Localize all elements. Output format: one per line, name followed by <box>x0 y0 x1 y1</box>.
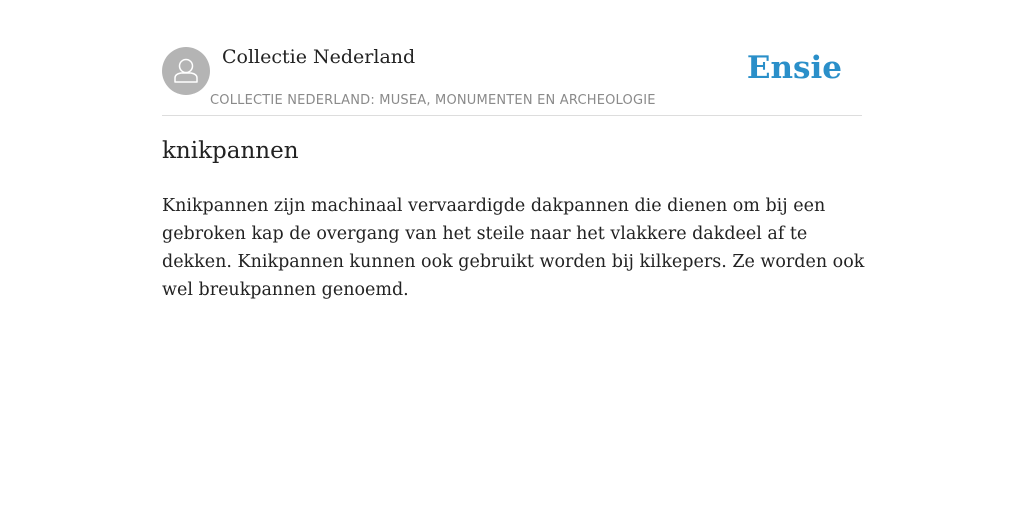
author-name[interactable]: Collectie Nederland <box>222 46 416 68</box>
article-body: Knikpannen zijn machinaal vervaardigde dakpannen die dienen om bij een gebroken kap de overgang van het steile naar het vlakkere dakdeel af te dekken. Knikpannen kunnen ook gebruikt worden bij kilkepers. Ze worden ook wel breukpannen genoemd. <box>162 196 865 300</box>
user-silhouette-icon <box>162 47 210 95</box>
avatar[interactable] <box>162 47 210 95</box>
author-subtitle: COLLECTIE NEDERLAND: MUSEA, MONUMENTEN EN ARCHEOLOGIE <box>210 93 656 108</box>
article-title: knikpannen <box>162 138 299 164</box>
author-header <box>162 40 862 116</box>
ensie-logo-link[interactable]: Ensie <box>746 50 842 86</box>
